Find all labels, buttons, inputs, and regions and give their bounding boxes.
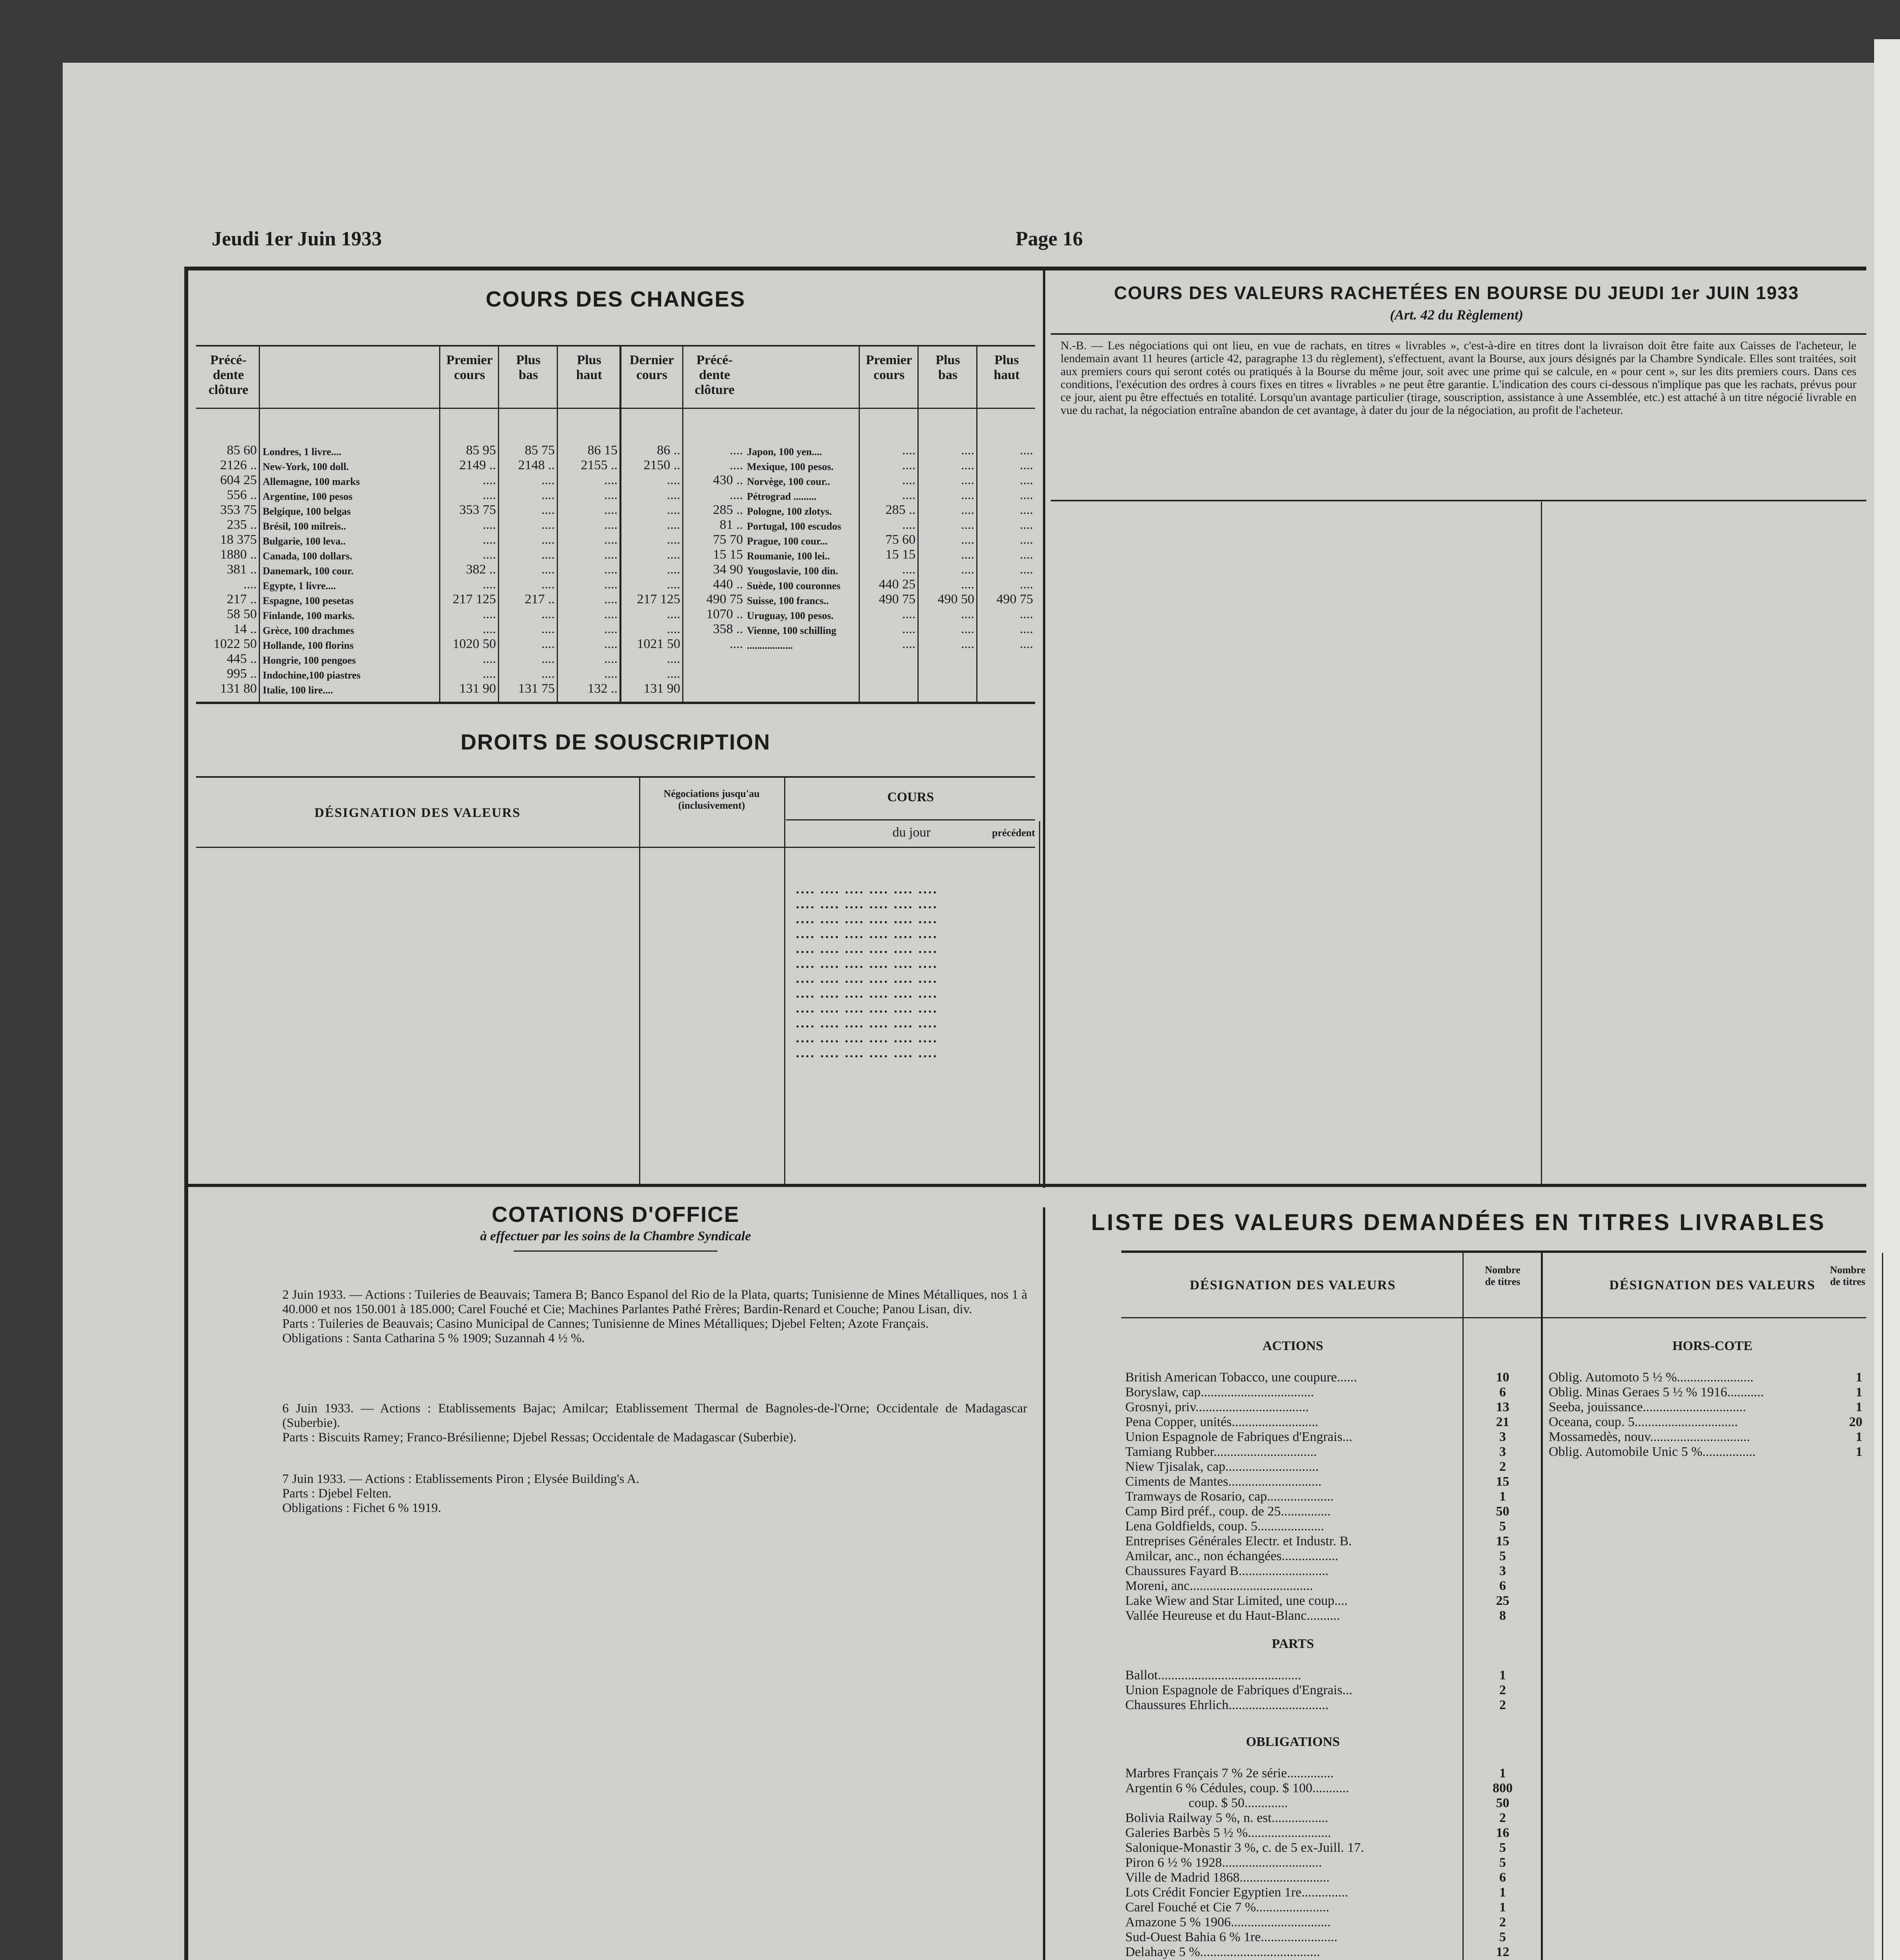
liste-section-obligations: OBLIGATIONS: [1246, 1735, 1340, 1749]
liste-obligations-names: Marbres Français 7 % 2e série.............. Argentin 6 % Cédules, coup. $ 100........... coup. $ 50............. Bolivia Railway 5 %, n. est................. Galeries Barbès 5 ½ %......................... Salonique-Monastir 3 %, c. de 5 ex-Juill. 17. Piron 6 ½ % 1928.............................. Ville de Madrid 1868........................... Lots Crédit Foncier Egyptien 1re.............. Carel Fouché et Cie 7 %...................... Amazone 5 % 1906.............................. Sud-Ouest Bahia 6 % 1re....................... Delahaye 5 %....................................: [1125, 1766, 1364, 1959]
office-para-june-2: 2 Juin 1933. — Actions : Tuileries de Beauvais; Tamera B; Banco Espanol del Rio de la Plata, quarts; Tunisienne de Mines Métalliques, nos 1 à 40.000 et nos 150.001 à 185.000; Carel Fouché et Cie; Machines Parlantes Pathé Frères; Bardin-Renard et Couche; Panou Lisan, div. Parts : Tuileries de Beauvais; Casino Municipal de Cannes; Tunisienne de Mines Métalliques; Djebel Felten; Azote Français. Obligations : Santa Catharina 5 % 1909; Suzannah 4 ½ %.: [282, 1288, 1027, 1345]
souscription-subheader-rule: [196, 847, 1035, 848]
souscription-col-precedent: précédent: [992, 827, 1035, 838]
changes-header-rule: [196, 345, 1035, 347]
newspaper-page: [63, 63, 1874, 1960]
changes-col-high: Plus haut: [576, 353, 602, 382]
page-date: Jeudi 1er Juin 1933: [212, 228, 382, 250]
office-para-june-7: 7 Juin 1933. — Actions : Etablissements Piron ; Elysée Building's A. Parts : Djebel Felten. Obligations : Fichet 6 % 1919.: [282, 1472, 639, 1515]
office-title-underline: [514, 1250, 717, 1252]
liste-parts-names: Ballot........................................... Union Espagnole de Fabriques d'Engrais... Chaussures Ehrlich..............................: [1125, 1668, 1353, 1712]
souscription-vline: [1043, 821, 1044, 1185]
rachetees-title: COURS DES VALEURS RACHETÉES EN BOURSE DU JEUDI 1er JUIN 1933: [1114, 283, 1799, 303]
souscription-cours-rule: [786, 819, 1035, 820]
liste-col-nombre: Nombre de titres: [1485, 1264, 1520, 1287]
souscription-col-cours: COURS: [887, 790, 934, 804]
liste-col-designation: DÉSIGNATION DES VALEURS: [1190, 1278, 1396, 1292]
next-page-edge: [1874, 39, 1900, 1960]
left-rule: [184, 267, 188, 1960]
liste-section-parts: PARTS: [1272, 1637, 1314, 1651]
liste-vline: [1462, 1253, 1464, 1960]
souscription-vline: [784, 777, 785, 1185]
changes-left-last-values: 86 .. 2150 .. .... .... .... .... .... .... .... .... 217 125 .... .... 1021 50 .... .... 131 90: [637, 443, 680, 696]
changes-right-last-values: .... .... .... .... .... .... .... .... .... .... 490 75 .... .... ....: [996, 443, 1033, 651]
rachetees-note-rule: [1051, 500, 1866, 501]
rachetees-subtitle: (Art. 42 du Règlement): [1390, 307, 1523, 323]
changes-vline: [976, 346, 977, 702]
section-rule-1: [188, 1184, 1866, 1187]
liste-col-designation-right: DÉSIGNATION DES VALEURS: [1609, 1278, 1816, 1292]
changes-col-prev-right: Précé- dente clôture: [694, 353, 735, 397]
liste-title: LISTE DES VALEURS DEMANDÉES EN TITRES LIVRABLES: [1091, 1210, 1826, 1235]
changes-col-low-right: Plus bas: [935, 353, 960, 382]
changes-left-prev-values: 85 60 2126 .. 604 25 556 .. 353 75 235 .. 18 375 1880 .. 381 .. .... 217 .. 58 50 14 .. 1022 50 445 .. 995 .. 131 80: [213, 443, 257, 696]
liste-parts-counts: 1 2 2: [1499, 1668, 1506, 1712]
changes-subheader-rule: [196, 408, 1035, 409]
changes-left-high-values: 86 15 2155 .. .... .... .... .... .... .... .... .... .... .... .... .... .... .... 132 ..: [581, 443, 618, 696]
souscription-col-negociations: Négociations jusqu'au (inclusivement): [663, 788, 760, 811]
page-number: Page 16: [1015, 228, 1083, 250]
changes-col-low: Plus bas: [516, 353, 541, 382]
changes-col-last: Dernier cours: [629, 353, 674, 382]
liste-subheader-rule: [1121, 1317, 1866, 1318]
changes-col-high-right: Plus haut: [994, 353, 1020, 382]
liste-horscote-names: Oblig. Automoto 5 ½ %....................... Oblig. Minas Geraes 5 ½ % 1916........... Seeba, jouissance............................... Oceana, coup. 5............................... Mossamedès, nouv.............................. Oblig. Automobile Unic 5 %................: [1549, 1370, 1764, 1459]
souscription-dotted-values: .... .... .... .... .... .... .... .... .... .... .... .... .... .... .... .... .... .... .... .... .... .... .... .... .... .... .... .... .... .... .... .... .... .... .... .... .... .... .... .... .... .... .... .... .... .... .... .... .... .... .... .... .... .... .... .... .... .... .... .... .... .... .... .... .... .... .... .... .... .... .... ....: [796, 882, 938, 1060]
changes-bottom-rule: [196, 702, 1035, 704]
changes-vline: [682, 346, 683, 702]
souscription-prec-vline: [1039, 821, 1040, 1185]
changes-col-first-right: Premier cours: [866, 353, 912, 382]
liste-obligations-counts: 1 800 50 2 16 5 5 6 1 1 2 5 12: [1493, 1766, 1513, 1959]
rachetees-note: N.-B. — Les négociations qui ont lieu, en vue de rachats, en titres « livrables », c'est-à-dire en titres dont la livraison doit être faite aux Caisses de l'acheteur, le lendemain avant 11 heures (article 42, paragraphe 13 du règlement), s'effectuent, avant la Bourse, aux jours désignés par la Chambre Syndicale. Elles sont traitées, soit aux premiers cours qui seront cotés ou pratiqués à la Bourse du même jour, soit avec une prime qui se calcule, en « pour cent », sur les dits premiers cours. Dans ces conditions, l'exécution des ordres à cours fixes en titres « livrables » ne peut être garantie. L'indication des cours ci-dessous n'implique pas que les rachats, prévus pour ce jour, aient pu être effectués en totalité. Lorsqu'un avantage particulier (tirage, souscription, assistance à une Assemblée, etc.) est attaché à un titre négocié livrable en vue du rachat, la négociation entraîne abandon de cet avantage, à dater du jour de la négociation, au profit de l'acheteur.: [1061, 339, 1856, 417]
changes-vline: [259, 346, 260, 702]
top-rule: [184, 267, 1866, 270]
changes-left-first-values: 85 95 2149 .. .... .... 353 75 .... .... .... 382 .. .... 217 125 .... .... 1020 50 .... .... 131 90: [452, 443, 496, 696]
changes-vline: [439, 346, 440, 702]
liste-header-rule: [1121, 1250, 1866, 1253]
changes-right-first-values: .... .... .... .... 285 .. .... 75 60 15 15 .... 440 25 490 75 .... .... ....: [879, 443, 915, 651]
liste-horscote-counts: 1 1 1 20 1 1: [1849, 1370, 1862, 1459]
souscription-col-designation: DÉSIGNATION DES VALEURS: [314, 806, 521, 820]
changes-vline: [557, 346, 558, 702]
souscription-header-rule: [196, 776, 1035, 778]
changes-vline: [859, 346, 860, 702]
liste-actions-names: British American Tobacco, une coupure...... Boryslaw, cap.................................. Grosnyi, priv.................................. Pena Copper, unités.......................... Union Espagnole de Fabriques d'Engrais... Tamiang Rubber............................... Niew Tjisalak, cap............................ Ciments de Mantes............................ Tramways de Rosario, cap.................... Camp Bird préf., coup. de 25............... Lena Goldfields, coup. 5.................... Entreprises Générales Electr. et Industr. B. Amilcar, anc., non échangées................. Chaussures Fayard B........................... Moreni, anc..................................... Lake Wiew and Star Limited, une coup.... Vallée Heureuse et du Haut-Blanc..........: [1125, 1370, 1357, 1623]
liste-section-actions: ACTIONS: [1262, 1339, 1323, 1353]
changes-vline: [498, 346, 499, 702]
office-para-june-6: 6 Juin 1933. — Actions : Etablissements Bajac; Amilcar; Etablissement Thermal de Bagnoles-de-l'Orne; Occidentale de Madagascar (Suberbie). Parts : Biscuits Ramey; Franco-Brésilienne; Djebel Ressas; Occidentale de Madagascar (Suberbie).: [282, 1401, 1027, 1445]
rachetees-header-rule: [1051, 333, 1866, 335]
souscription-col-jour: du jour: [892, 825, 931, 840]
liste-actions-counts: 10 6 13 21 3 3 2 15 1 50 5 15 5 3 6 25 8: [1496, 1370, 1509, 1623]
mid-rule-middle: [1043, 1207, 1045, 1960]
changes-col-prev: Précé- dente clôture: [208, 353, 249, 397]
changes-left-currencies: Londres, 1 livre.... New-York, 100 doll. Allemagne, 100 marks Argentine, 100 pesos Belgique, 100 belgas Brésil, 100 milreis.. Bulgarie, 100 leva.. Canada, 100 dollars. Danemark, 100 cour. Egypte, 1 livre.... Espagne, 100 pesetas Finlande, 100 marks. Grèce, 100 drachmes Hollande, 100 florins Hongrie, 100 pengoes Indochine,100 piastres Italie, 100 lire....: [263, 446, 361, 696]
changes-right-prev-values: .... .... 430 .. .... 285 .. 81 .. 75 70 15 15 34 90 440 .. 490 75 1070 .. 358 .. ....: [706, 443, 743, 651]
office-subtitle: à effectuer par les soins de la Chambre Syndicale: [480, 1229, 751, 1243]
liste-col-nombre-right: Nombre de titres: [1830, 1264, 1865, 1287]
souscription-title: DROITS DE SOUSCRIPTION: [460, 730, 771, 754]
office-title: COTATIONS D'OFFICE: [491, 1202, 740, 1227]
liste-section-horscote: HORS-COTE: [1672, 1339, 1753, 1353]
changes-vline: [917, 346, 919, 702]
changes-right-currencies: Japon, 100 yen.... Mexique, 100 pesos. Norvège, 100 cour.. Pétrograd ......... Pologne, 100 zlotys. Portugal, 100 escudos Prague, 100 cour... Roumanie, 100 lei.. Yougoslavie, 100 din. Suède, 100 couronnes Suisse, 100 francs.. Uruguay, 100 pesos. Vienne, 100 schilling ..................: [747, 446, 841, 651]
changes-col-first: Premier cours: [446, 353, 493, 382]
changes-left-low-values: 85 75 2148 .. .... .... .... .... .... .... .... .... 217 .. .... .... .... .... .... 131 75: [518, 443, 555, 696]
changes-title: COURS DES CHANGES: [485, 287, 746, 311]
souscription-vline: [639, 777, 640, 1185]
changes-right-low-values: .... .... .... .... .... .... .... .... .... .... 490 50 .... .... ....: [937, 443, 974, 651]
liste-center-vline: [1541, 1253, 1543, 1960]
rachetees-vline: [1541, 502, 1542, 1184]
liste-vline: [1882, 1253, 1883, 1960]
